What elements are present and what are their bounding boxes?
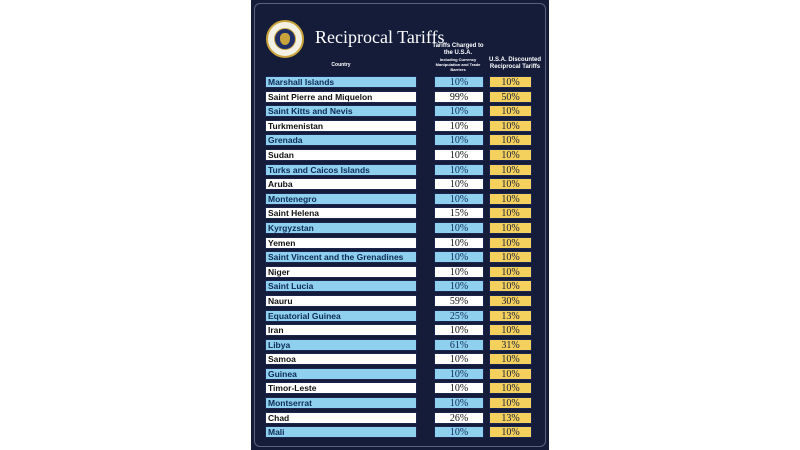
tariff-charged-cell: 10% <box>434 193 484 205</box>
discounted-tariff-cell: 10% <box>489 105 532 117</box>
table-row <box>251 338 549 353</box>
country-cell: Mali <box>265 426 417 438</box>
country-cell: Saint Vincent and the Grenadines <box>265 251 417 263</box>
discounted-tariff-cell: 10% <box>489 397 532 409</box>
tariff-board <box>251 0 549 450</box>
country-cell: Aruba <box>265 178 417 190</box>
tariff-charged-cell: 10% <box>434 149 484 161</box>
column-header-charged-sub: Including Currency Manipulation and Trade Barriers <box>435 57 481 72</box>
discounted-tariff-cell: 10% <box>489 120 532 132</box>
tariff-charged-cell: 10% <box>434 76 484 88</box>
tariff-charged-cell: 10% <box>434 105 484 117</box>
tariff-charged-cell: 10% <box>434 324 484 336</box>
discounted-tariff-cell: 13% <box>489 310 532 322</box>
discounted-tariff-cell: 10% <box>489 280 532 292</box>
discounted-tariff-cell: 10% <box>489 134 532 146</box>
table-row <box>251 90 549 105</box>
country-cell: Montenegro <box>265 193 417 205</box>
tariff-charged-cell: 10% <box>434 397 484 409</box>
table-row <box>251 206 549 221</box>
table-row <box>251 119 549 134</box>
country-cell: Iran <box>265 324 417 336</box>
page-title: Reciprocal Tariffs <box>315 27 445 47</box>
discounted-tariff-cell: 10% <box>489 353 532 365</box>
country-cell: Kyrgyzstan <box>265 222 417 234</box>
column-header-charged-main: Tariffs Charged to the U.S.A. <box>432 43 484 56</box>
country-cell: Montserrat <box>265 397 417 409</box>
country-cell: Saint Helena <box>265 207 417 219</box>
tariff-charged-cell: 10% <box>434 134 484 146</box>
country-cell: Samoa <box>265 353 417 365</box>
tariff-charged-cell: 10% <box>434 353 484 365</box>
tariff-charged-cell: 10% <box>434 280 484 292</box>
country-cell: Libya <box>265 339 417 351</box>
tariff-charged-cell: 26% <box>434 412 484 424</box>
table-row <box>251 148 549 163</box>
table-row <box>251 323 549 338</box>
country-cell: Grenada <box>265 134 417 146</box>
tariff-charged-cell: 61% <box>434 339 484 351</box>
table-row <box>251 192 549 207</box>
tariff-charged-cell: 10% <box>434 368 484 380</box>
country-cell: Saint Kitts and Nevis <box>265 105 417 117</box>
country-cell: Equatorial Guinea <box>265 310 417 322</box>
country-cell: Nauru <box>265 295 417 307</box>
table-row <box>251 396 549 411</box>
discounted-tariff-cell: 10% <box>489 222 532 234</box>
country-cell: Niger <box>265 266 417 278</box>
discounted-tariff-cell: 10% <box>489 193 532 205</box>
tariff-charged-cell: 25% <box>434 310 484 322</box>
table-row <box>251 309 549 324</box>
tariff-charged-cell: 10% <box>434 237 484 249</box>
discounted-tariff-cell: 30% <box>489 295 532 307</box>
country-cell: Marshall Islands <box>265 76 417 88</box>
discounted-tariff-cell: 10% <box>489 382 532 394</box>
country-cell: Turks and Caicos Islands <box>265 164 417 176</box>
discounted-tariff-cell: 10% <box>489 368 532 380</box>
discounted-tariff-cell: 13% <box>489 412 532 424</box>
column-header-country: Country <box>331 62 351 68</box>
table-row <box>251 221 549 236</box>
tariff-charged-cell: 15% <box>434 207 484 219</box>
tariff-charged-cell: 10% <box>434 251 484 263</box>
tariff-charged-cell: 10% <box>434 222 484 234</box>
table-row <box>251 367 549 382</box>
discounted-tariff-cell: 10% <box>489 178 532 190</box>
table-row <box>251 425 549 440</box>
tariff-charged-cell: 10% <box>434 120 484 132</box>
discounted-tariff-cell: 31% <box>489 339 532 351</box>
country-cell: Chad <box>265 412 417 424</box>
column-header-discounted: U.S.A. Discounted Reciprocal Tariffs <box>488 57 541 70</box>
discounted-tariff-cell: 10% <box>489 207 532 219</box>
country-cell: Saint Pierre and Miquelon <box>265 91 417 103</box>
table-row <box>251 177 549 192</box>
discounted-tariff-cell: 10% <box>489 149 532 161</box>
table-row <box>251 381 549 396</box>
table-row <box>251 411 549 426</box>
country-cell: Yemen <box>265 237 417 249</box>
presidential-seal-icon <box>266 20 304 58</box>
table-row <box>251 294 549 309</box>
tariff-charged-cell: 10% <box>434 178 484 190</box>
table-row <box>251 133 549 148</box>
table-row <box>251 75 549 90</box>
country-cell: Timor-Leste <box>265 382 417 394</box>
table-row <box>251 250 549 265</box>
country-cell: Turkmenistan <box>265 120 417 132</box>
table-row <box>251 279 549 294</box>
table-row <box>251 352 549 367</box>
tariff-charged-cell: 10% <box>434 426 484 438</box>
country-cell: Saint Lucia <box>265 280 417 292</box>
discounted-tariff-cell: 10% <box>489 237 532 249</box>
tariff-charged-cell: 10% <box>434 382 484 394</box>
column-header-charged <box>431 43 485 72</box>
tariff-charged-cell: 59% <box>434 295 484 307</box>
tariff-charged-cell: 10% <box>434 266 484 278</box>
discounted-tariff-cell: 10% <box>489 76 532 88</box>
discounted-tariff-cell: 10% <box>489 266 532 278</box>
table-row <box>251 104 549 119</box>
country-cell: Guinea <box>265 368 417 380</box>
table-row <box>251 265 549 280</box>
country-cell: Sudan <box>265 149 417 161</box>
discounted-tariff-cell: 10% <box>489 426 532 438</box>
discounted-tariff-cell: 50% <box>489 91 532 103</box>
table-row <box>251 163 549 178</box>
discounted-tariff-cell: 10% <box>489 251 532 263</box>
tariff-charged-cell: 99% <box>434 91 484 103</box>
tariff-table <box>251 75 549 440</box>
discounted-tariff-cell: 10% <box>489 164 532 176</box>
table-row <box>251 236 549 251</box>
tariff-charged-cell: 10% <box>434 164 484 176</box>
discounted-tariff-cell: 10% <box>489 324 532 336</box>
